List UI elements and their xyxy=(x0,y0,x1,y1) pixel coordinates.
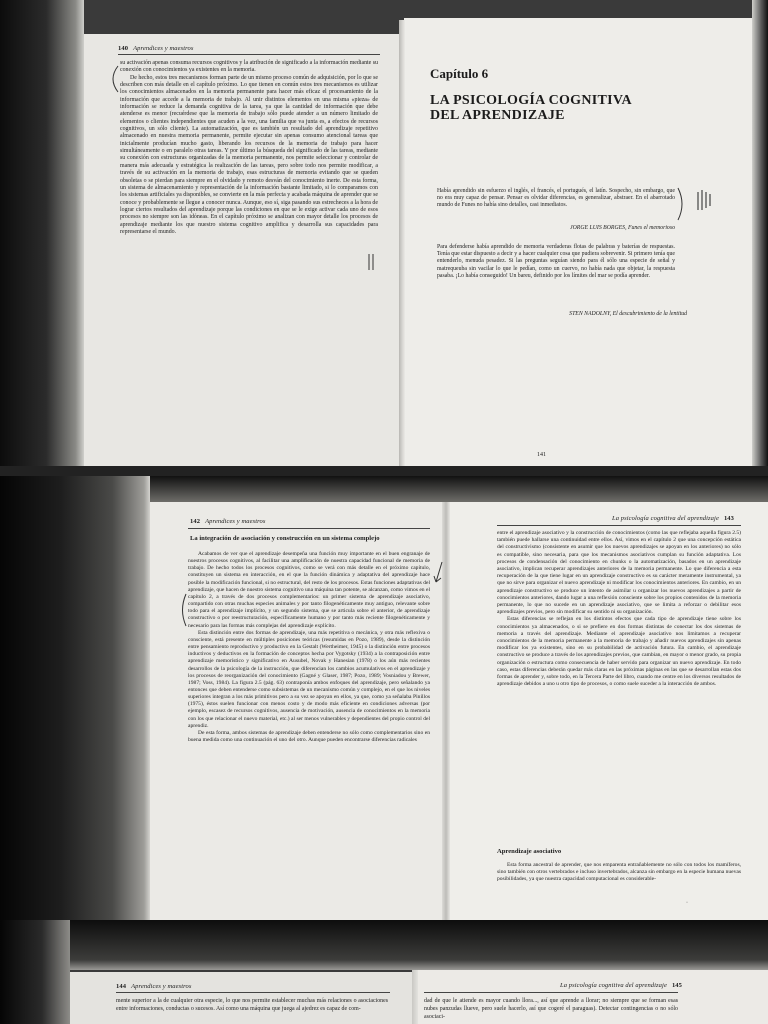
page-140-rule xyxy=(118,54,380,55)
page-143-number: 143 xyxy=(723,515,734,522)
page-140-header xyxy=(118,45,194,52)
page-140-number: 140 xyxy=(118,45,129,52)
page-143-rule xyxy=(497,525,741,526)
epigraph-borges: Había aprendido sin esfuerzo el inglés, el francés, el portugués, el latín. Sospecho, sin embargo, que no era muy capaz de pensar. Pensar es olvidar diferencias, es generalizar, abstraer. En el abarrotado mundo de Funes no había sino detalles, casi inmediatos. xyxy=(437,188,675,209)
page-143-running-head: La psicología cognitiva del aprendizaje xyxy=(612,515,719,522)
epigraph-borges-source: JORGE LUIS BORGES, Funes el memorioso xyxy=(570,225,675,231)
arrow-annotation-mark xyxy=(432,560,446,586)
bracket-mark xyxy=(106,64,120,94)
page-142-rule xyxy=(188,528,430,529)
page-142-header xyxy=(190,518,266,525)
bottom-left-edge xyxy=(0,920,70,1024)
page-143-para-1: entre el aprendizaje asociativo y la construcción de conocimientos (como las que reflejaba aquella figura 2.5) también puede hallarse una continuidad entre ellos. Así, vimos en el capítulo 2 que una concepción estática del constructivismo (consistente en asumir que los nuevos aprendizajes se apoyan en los anteriores) no sólo es compatible, sino necesaria, para que los mecanismos asociativos cumplan su función adaptativa. Los procesos de condensación del conocimiento en chunks o la automatización, basados en un aprendizaje asociativo, implican recuperar aprendizajes anteriores de la memoria permanente. Lo que diferencia a esta recuperación de la que tiene lugar en un aprendizaje constructivo es su carácter meramente instrumental, ya que no sirve para organizar el nuevo aprendizaje ni modificar los conocimientos anteriores. En cambio, en un aprendizaje constructivo se produce un intento de asimilar u organizar los nuevos aprendizajes a partir de conocimientos anteriores, dando lugar a una reflexión consciente sobre los propios contenidos de la memoria permanente, lo que no sucede en un aprendizaje asociativo, que se limita a reforzar o debilitar esos aprendizajes previos, pero sin modificar su sentido ni su organización. xyxy=(497,530,741,616)
page-143-para-3: Esta forma ancestral de aprender, que nos emparenta entrañablemente no sólo con todos los mamíferos, sino también con otros vertebrados e incluso invertebrados, alcanza sin embargo en la especie humana nuevas posibilidades, ya que nuestra capacidad computacional es considerable- xyxy=(497,862,741,883)
page-143-body-2 xyxy=(497,862,741,884)
page-145-header xyxy=(560,982,682,989)
top-right-edge xyxy=(752,0,768,476)
page-143-section-title: Aprendizaje asociativo xyxy=(497,848,562,855)
chapter-title-line-2: DEL APRENDIZAJE xyxy=(430,108,565,123)
page-140-para-1: su activación apenas consuma recursos cognitivos y la atribución de significado a la información mediante su conexión con conocimientos ya existentes en la memoria. xyxy=(120,60,378,74)
page-142-body xyxy=(188,551,430,744)
left-bracket-mark xyxy=(178,592,188,628)
page-144-body: mente superior a la de cualquier otra especie, lo que nos permite establecer muchas más relaciones o asociaciones entre informaciones, conductas o sucesos. Así como una máquina que juega al ajedrez es capaz de com- xyxy=(116,998,388,1012)
page-144-rule xyxy=(116,992,390,993)
top-bottom-edge xyxy=(0,466,768,476)
page-144-header xyxy=(116,983,192,990)
page-142-para-3: De esta forma, ambos sistemas de aprendizaje deben entenderse no sólo como complementarios sino en buena medida como una continuación el uno del otro. Aunque pueden encontrarse diferencias radicales xyxy=(188,729,430,744)
top-left-edge xyxy=(0,0,84,470)
margin-line-mark xyxy=(366,252,376,272)
page-140-para-2: De hecho, estos tres mecanismos forman parte de un mismo proceso común de adquisición, por lo que se describen con más detalle en el capítulo próximo. Lo que tienen en común estos tres mecanismos es utilizar los conocimientos almacenados en la memoria permanente para hacer más eficaz el procesamiento de la información que accede a la memoria de trabajo. Al unir distintos elementos en una misma «pieza» de información se reduce la demanda cognitiva de la tarea, ya que la cantidad de información que debe atenderse es menor (recuérdese que la memoria de trabajo sólo puede atender a un número limitado de elementos o clientes independientes que acuden a la vez, una familia que va junta es, a efectos de recursos cognitivos, un sólo cliente). La automatización, que es también un resultado del aprendizaje repetitivo almacenado en nuestra memoria permanente, permite ejecutar sin apenas consumo atencional tareas que inicialmente producían mucho gasto, liberando los recursos de la memoria de trabajo para hacer simultáneamente o en paralelo otras tareas. Y por último la búsqueda del significado de las tareas, mediante su conexión con estructuras organizadas de la memoria permanente, nos permite seleccionar y controlar de manera más adecuada y estratégica la realización de las tareas, pero sobre todo nos permite modificar, a través de su activación en la memoria de trabajo, esas estructuras de memoria evitando que se queden obsoletas o se pierdan para siempre en el olvidado y remoto desván del conocimiento inerte. De esta forma, un sistema de almacenamiento y representación de la información bastante limitado, si lo comparamos con los sistemas artificiales ya disponibles, se convierte en la más perfecta y acabada máquina de aprender que se conoce y probablemente se llegue a conocer nunca. Aunque, eso sí, siga pasando sus estrecheces a la hora de lograr ciertos resultados del aprendizaje porque las condiciones en que se le exige activar cada uno de esos procesos no siempre son las idóneas. En el capítulo próximo se analizan con mayor detalle los procesos de aprendizaje mediante los que nuestro sistema cognitivo amplifica y desarrolla sus capacidades para representarse el mundo. xyxy=(120,74,378,235)
page-145-body: dad de que le atiende es mayor cuando llora..., así que aprende a llorar; no siempre que se forman esas nubes panzudas llueve, pero suele hacerlo, así que cogeré el paraguas). Detectar contingencias o no sólo asociaci- xyxy=(424,998,678,1020)
top-gutter xyxy=(399,20,406,476)
page-142-number: 142 xyxy=(190,518,201,525)
page-145-running-head: La psicología cognitiva del aprendizaje xyxy=(560,982,667,989)
bottom-top-edge xyxy=(70,920,768,970)
page-140-running-head: Aprendices y maestros xyxy=(133,45,194,52)
page-143-para-2: Estas diferencias se reflejan en los distintos efectos que cada tipo de aprendizaje tiene sobre los conocimientos ya almacenados, o si se prefiere en dos formas distintas de conectar los dos sistemas de memoria a través del aprendizaje. Mediante el aprendizaje asociativo nos limitamos a recuperar conocimientos de la memoria permanente a la memoria de trabajo y añadir nuevos aprendizajes sin apenas modificar los ya existentes, sino en su probabilidad de activación futura. En cambio, el aprendizaje constructivo se produce a través de los aprendizajes previos, que cambian, en mayor o menor grado, su propia organización o estructura como consecuencia de haber servido para organizar un nuevo aprendizaje. En todo caso, estas diferencias deberán quedar más claras en las próximas páginas en las que se desarrollan estas dos formas de aprender y, sobre todo, en la Tercera Parte del libro, cuando me centre en los diversos resultados de aprendizaje debidos a uno u otro tipo de procesos, o como suele suceder a la interacción de ambos. xyxy=(497,616,741,688)
page-144-number: 144 xyxy=(116,983,127,990)
mark-dot: · xyxy=(686,900,688,906)
page-145-rule xyxy=(424,992,678,993)
page-141-number: 141 xyxy=(537,452,546,458)
middle-top-edge xyxy=(150,476,768,502)
page-143-body xyxy=(497,530,741,688)
page-140-body xyxy=(120,60,378,236)
page-145-number: 145 xyxy=(671,982,682,989)
page-143-header xyxy=(612,515,734,522)
bottom-gutter xyxy=(412,970,418,1024)
epigraph-bracket-mark xyxy=(676,184,716,224)
epigraph-nadolny: Para defenderse había aprendido de memoria verdaderas flotas de palabras y baterías de respuestas. Tenía que estar dispuesto a decir y a hacer cualquier cosa que pudiera sobrevenir. Si primero tenía que entenderlo, menuda pesadez. Si las preguntas seguían siendo para él sólo una especie de señal y matrequeuba sin vacilar lo que le pedían, como un cuervo, no había nada que objetar, la respuesta pasaba. ¡Lo había conseguido! Un bareu, definido por los límites del mar se podía aprender. xyxy=(437,244,675,279)
page-142-running-head: Aprendices y maestros xyxy=(205,518,266,525)
page-142-section-title: La integración de asociación y construcción en un sistema complejo xyxy=(190,535,380,542)
page-144-running-head: Aprendices y maestros xyxy=(131,983,192,990)
chapter-title-line-1: LA PSICOLOGÍA COGNITIVA xyxy=(430,93,632,108)
epigraph-nadolny-source: STEN NADOLNY, El descubrimiento de la lentitud xyxy=(569,311,687,317)
page-142-para-1: Acabamos de ver que el aprendizaje desempeña una función muy importante en el buen engranaje de nuestros procesos cognitivos, al facilitar una amplificación de nuestra capacidad funcional de memoria de trabajo. De hecho todos los procesos cognitivos, como se verá con más detalle en el próximo capítulo, constituyen un sistema en interacción, en el que la función dinámica y adaptativa del aprendizaje hace posible la modificación funcional, si no estructural, del resto de los procesos. Estas funciones adaptativas del aprendizaje, que hacen de nuestro sistema cognitivo una máquina tan potente, se alcanzan, como vimos en el capítulo 2, a través de dos procesos complementarios: un primer sistema de aprendizaje asociativo, compartido con otras muchas especies animales y por tanto filogenéticamente muy antiguo, relevante sobre todo para el aprendizaje implícito, y un segundo sistema, que se articula sobre el anterior, de aprendizaje constructivo o por reestructuración, específicamente humano y por tanto más reciente filogenéticamente y necesario para las formas más complejas del aprendizaje explícito. xyxy=(188,551,430,629)
chapter-label: Capítulo 6 xyxy=(430,66,489,81)
page-142-para-2: Esta distinción entre dos formas de aprendizaje, una más repetitiva o mecánica, y otra más reflexiva o consciente, está presente en múltiples posiciones teóricas (resumidas en Pozo, 1989), desde la distinción entre pensamiento reproductivo y productivo en la Gestalt (Wertheimer, 1945) o la distinción entre procesos inductivos y deductivos en la formación de conceptos hecha por Vygotsky (1934) a la contraposición entre aprendizaje memorístico y significativo en Ausubel, Novak y Hanesian (1978) o los aún más recientes desarrollos de la psicología de la instrucción, que diferencian los cambios acumulativos en el aprendizaje y los procesos de reorganización del conocimiento (Gagné y Glaser, 1987; Pozo, 1989; Vosniadou y Brewer, 1987; Voss, 1984). La figura 2.5 (pág. 63) contraponía ambos enfoques del aprendizaje, pero señalando ya entonces que deben entenderse como subsistemas de un mecanismo común y complejo, en el que los niveles superiores integran a los más primitivos pero a su vez se apoyan en ellos, ya que, como ya señalaba Pinillos (1975), éstos suelen funcionar con menos costo y de modo más eficiente en condiciones adversas (por ejemplo, escasez de recursos cognitivos, ausencia de motivación, ausencia de conocimientos en la memoria con los que relacionar el nuevo material, etc.) al ser menos vulnerables y dependientes del propio control del aprendiz. xyxy=(188,629,430,729)
middle-left-edge xyxy=(0,476,150,920)
